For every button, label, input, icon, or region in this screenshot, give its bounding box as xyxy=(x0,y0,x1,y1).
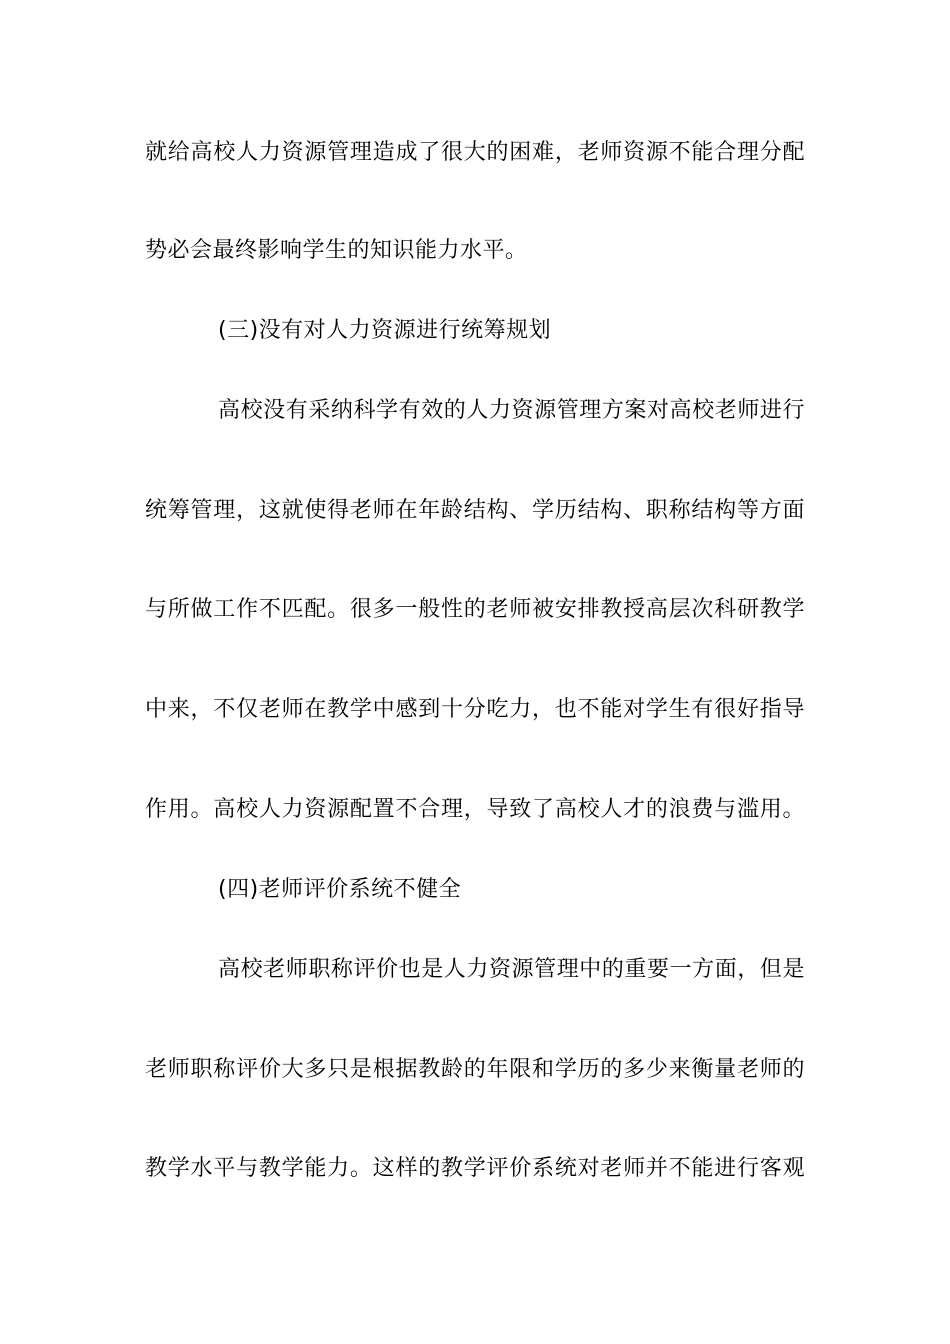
paragraph-line: 作用。高校人力资源配置不合理，导致了高校人才的浪费与滥用。 xyxy=(145,797,805,822)
paragraph-line: 高校老师职称评价也是人力资源管理中的重要一方面，但是 xyxy=(218,957,805,982)
section-heading: (四)老师评价系统不健全 xyxy=(218,877,462,902)
paragraph-line: 统筹管理，这就使得老师在年龄结构、学历结构、职称结构等方面 xyxy=(145,498,805,523)
paragraph-line: 与所做工作不匹配。很多一般性的老师被安排教授高层次科研教学 xyxy=(145,597,805,622)
paragraph-line: 中来，不仅老师在教学中感到十分吃力，也不能对学生有很好指导 xyxy=(145,697,805,722)
section-heading: (三)没有对人力资源进行统筹规划 xyxy=(218,318,552,343)
paragraph-line: 教学水平与教学能力。这样的教学评价系统对老师并不能进行客观 xyxy=(145,1156,805,1181)
paragraph-line: 高校没有采纳科学有效的人力资源管理方案对高校老师进行 xyxy=(218,398,805,423)
paragraph-line: 老师职称评价大多只是根据教龄的年限和学历的多少来衡量老师的 xyxy=(145,1057,805,1082)
paragraph-line: 就给高校人力资源管理造成了很大的困难，老师资源不能合理分配 xyxy=(145,140,805,165)
paragraph-line: 势必会最终影响学生的知识能力水平。 xyxy=(145,238,528,263)
